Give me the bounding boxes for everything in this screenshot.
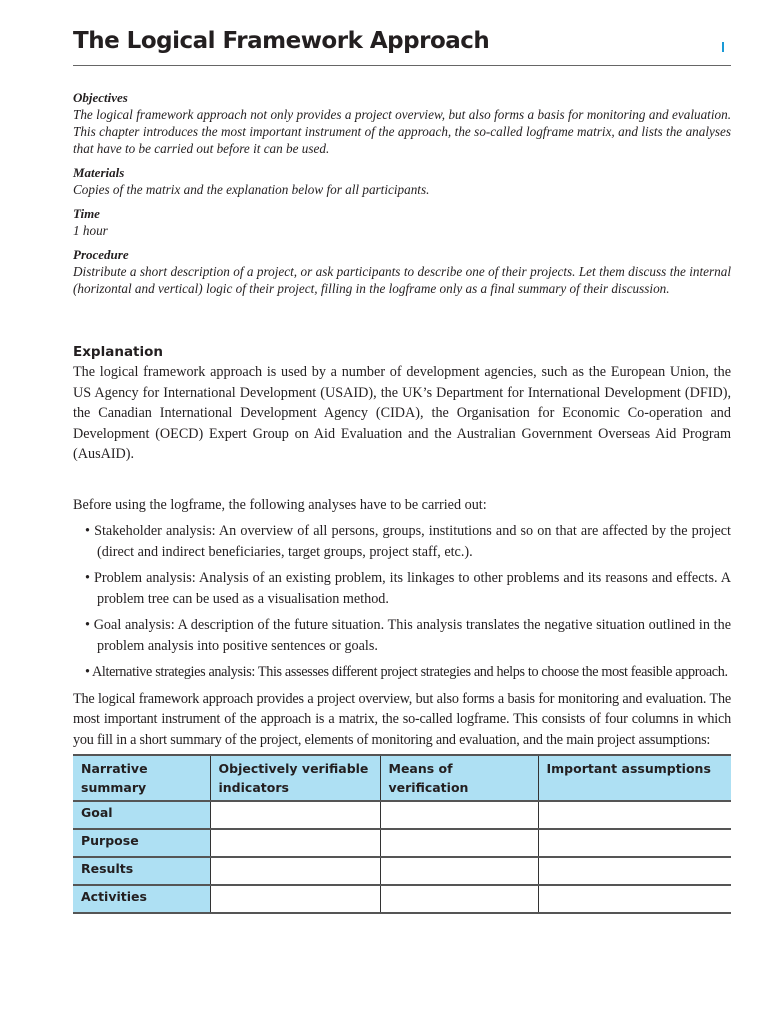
explanation-heading: Explanation xyxy=(73,344,164,360)
header-indicators: Objectively verifiable indicators xyxy=(210,755,380,801)
row-label-activities: Activities xyxy=(73,885,210,913)
row-label-purpose: Purpose xyxy=(73,829,210,857)
table-row xyxy=(73,857,731,885)
objectives-heading: Objectives xyxy=(73,90,128,105)
list-item: • Alternative strategies analysis: This assesses different project strategies and helps to choose the most feasible approach. xyxy=(85,664,728,680)
row-label-goal: Goal xyxy=(73,801,210,829)
header-narrative-summary: Narrative summary xyxy=(73,755,210,801)
explanation-section xyxy=(73,342,731,750)
list-item: • Problem analysis: Analysis of an existing problem, its linkages to other problems and its reasons and effects. A problem tree can be used as a visualisation method. xyxy=(85,570,731,607)
page-title: The Logical Framework Approach xyxy=(73,28,490,54)
list-item: • Stakeholder analysis: An overview of all persons, groups, institutions and so on that are affected by the project (direct and indirect beneficiaries, target groups, project staff, etc.). xyxy=(85,523,731,560)
time-heading: Time xyxy=(73,206,100,221)
title-divider xyxy=(73,65,731,66)
table-header-row xyxy=(73,755,731,801)
objectives-text: The logical framework approach not only provides a project overview, but also forms a basis for monitoring and evaluation. This chapter introduces the most important instrument of the approach, the so-called logframe matrix, and lists the analyses that have to be carried out before it can be used. xyxy=(73,107,731,156)
explanation-para-2: Before using the logframe, the following analyses have to be carried out: xyxy=(73,496,487,513)
materials-heading: Materials xyxy=(73,165,125,180)
row-label-results: Results xyxy=(73,857,210,885)
list-item: • Goal analysis: A description of the future situation. This analysis translates the negative situation outlined in the problem analysis into positive sentences or goals. xyxy=(85,617,731,654)
table-row xyxy=(73,885,731,913)
page-marker xyxy=(722,42,724,52)
explanation-para-3: The logical framework approach provides a project overview, but also forms a basis for monitoring and evaluation. The most important instrument of the approach is a matrix, the so-called logframe. This consists of four columns in which you fill in a short summary of the project, elements of monitoring and evaluation, and the main project assumptions: xyxy=(73,690,731,748)
intro-section xyxy=(73,89,731,304)
time-text: 1 hour xyxy=(73,223,108,238)
logframe-matrix xyxy=(73,754,731,914)
explanation-para-1: The logical framework approach is used by a number of development agencies, such as the European Union, the US Agency for International Development (USAID), the UK’s Department for International Development (DFID), the Canadian International Development Agency (CIDA), the Organisation for Economic Co-operation and Development (OECD) Expert Group on Aid Evaluation and the Australian Government Overseas Aid Program (AusAID). xyxy=(73,364,731,462)
analyses-list xyxy=(73,521,731,683)
procedure-text: Distribute a short description of a project, or ask participants to describe one of their projects. Let them discuss the internal (horizontal and vertical) logic of their project, filling in the logframe only as a final summary of their discussion. xyxy=(73,264,731,296)
materials-text: Copies of the matrix and the explanation below for all participants. xyxy=(73,182,430,197)
table-row xyxy=(73,801,731,829)
header-important-assumptions: Important assumptions xyxy=(538,755,731,801)
header-means-of-verification: Means of verification xyxy=(380,755,538,801)
table-row xyxy=(73,829,731,857)
procedure-heading: Procedure xyxy=(73,247,129,262)
